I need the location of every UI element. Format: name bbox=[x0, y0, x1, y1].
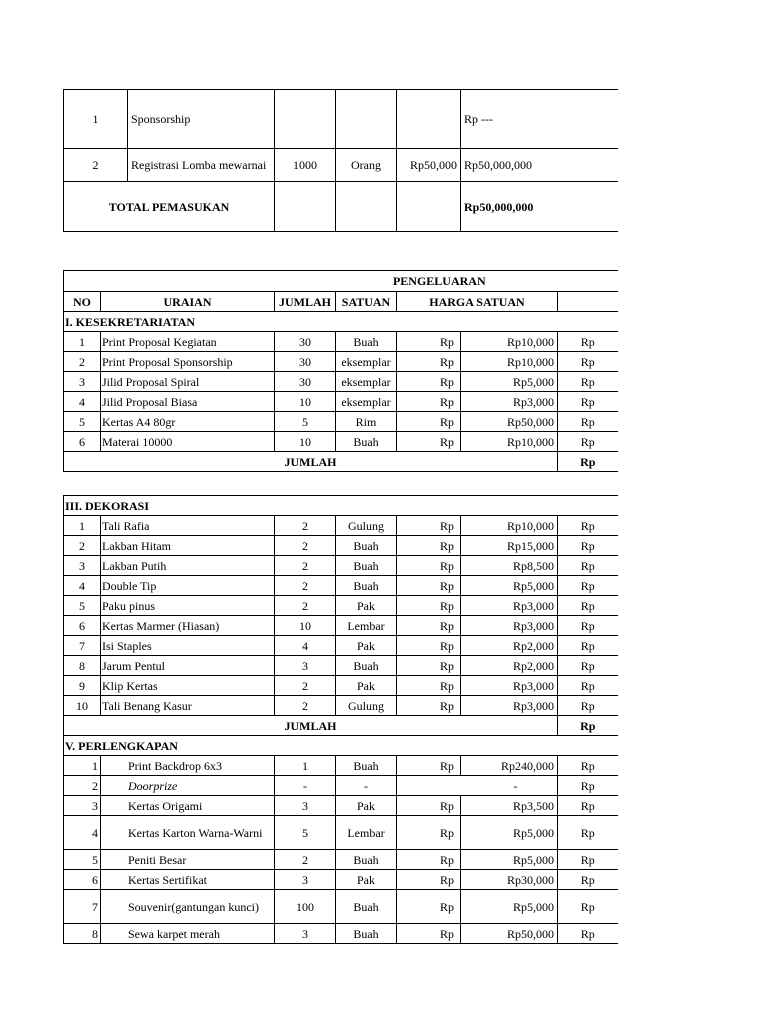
cell-total: Rp bbox=[558, 516, 618, 536]
expense-table bbox=[63, 270, 618, 472]
cell-uraian: Peniti Besar bbox=[101, 850, 275, 870]
cell-total: Rp bbox=[558, 696, 618, 716]
cell-no: 4 bbox=[64, 576, 101, 596]
income-table bbox=[63, 89, 618, 232]
item-row bbox=[64, 616, 618, 636]
cell-jumlah: 2 bbox=[275, 696, 336, 716]
item-row bbox=[64, 696, 618, 716]
section-row bbox=[64, 496, 618, 516]
cell-rp: Rp bbox=[397, 392, 461, 412]
cell-no: 5 bbox=[64, 412, 101, 432]
cell-jumlah: 2 bbox=[275, 850, 336, 870]
cell-total: Rp bbox=[558, 870, 618, 890]
cell-total: Rp bbox=[558, 536, 618, 556]
item-row bbox=[64, 596, 618, 616]
expense-title-row bbox=[64, 271, 618, 292]
cell-harga: Rp30,000 bbox=[461, 870, 558, 890]
cell-rp: Rp bbox=[397, 556, 461, 576]
cell-uraian: Kertas Sertifikat bbox=[101, 870, 275, 890]
cell-satuan: Gulung bbox=[336, 516, 397, 536]
cell-harga: Rp5,000 bbox=[461, 576, 558, 596]
cell-satuan: Buah bbox=[336, 576, 397, 596]
cell-satuan: Buah bbox=[336, 556, 397, 576]
jumlah-value: Rp bbox=[558, 716, 618, 736]
income-total-row bbox=[64, 182, 618, 232]
cell-uraian: Tali Benang Kasur bbox=[101, 696, 275, 716]
cell-jumlah: 30 bbox=[275, 372, 336, 392]
cell-total: Rp bbox=[558, 616, 618, 636]
cell-jumlah: 10 bbox=[275, 392, 336, 412]
cell-no: 9 bbox=[64, 676, 101, 696]
item-row bbox=[64, 556, 618, 576]
cell-satuan: Pak bbox=[336, 676, 397, 696]
cell-satuan: eksemplar bbox=[336, 352, 397, 372]
cell-jumlah: 30 bbox=[275, 352, 336, 372]
cell-no: 6 bbox=[64, 432, 101, 452]
cell-satuan: Buah bbox=[336, 890, 397, 924]
cell-uraian: Doorprize bbox=[101, 776, 275, 796]
cell-rp: Rp bbox=[397, 516, 461, 536]
cell-total: Rp bbox=[558, 850, 618, 870]
item-row bbox=[64, 816, 618, 850]
cell-satuan: Buah bbox=[336, 924, 397, 944]
cell-harga: Rp2,000 bbox=[461, 656, 558, 676]
cell-uraian: Print Backdrop 6x3 bbox=[101, 756, 275, 776]
cell-harga: Rp240,000 bbox=[461, 756, 558, 776]
empty-cell bbox=[336, 182, 397, 232]
cell-jumlah: 2 bbox=[275, 516, 336, 536]
cell-uraian: Lakban Hitam bbox=[101, 536, 275, 556]
header-empty bbox=[558, 292, 618, 312]
cell-uraian: Materai 10000 bbox=[101, 432, 275, 452]
section-perlengkapan bbox=[64, 756, 618, 944]
cell-jumlah: 4 bbox=[275, 636, 336, 656]
cell-no: 6 bbox=[64, 616, 101, 636]
cell-rp: Rp bbox=[397, 656, 461, 676]
cell-rp: Rp bbox=[397, 536, 461, 556]
cell-satuan: Lembar bbox=[336, 816, 397, 850]
cell-uraian: Kertas A4 80gr bbox=[101, 412, 275, 432]
cell-jumlah: 3 bbox=[275, 796, 336, 816]
cell-jumlah: 3 bbox=[275, 924, 336, 944]
cell-harga: Rp3,000 bbox=[461, 392, 558, 412]
cell-rp: Rp bbox=[397, 696, 461, 716]
expense-table-continued bbox=[63, 495, 618, 944]
cell-total: Rp bbox=[558, 352, 618, 372]
cell-uraian: Sewa karpet merah bbox=[101, 924, 275, 944]
cell-uraian: Sponsorship bbox=[128, 90, 275, 149]
cell-rp: Rp bbox=[397, 596, 461, 616]
item-row bbox=[64, 332, 618, 352]
item-row bbox=[64, 850, 618, 870]
cell-jumlah: 2 bbox=[275, 576, 336, 596]
item-row bbox=[64, 576, 618, 596]
cell-uraian: Registrasi Lomba mewarnai bbox=[128, 149, 275, 182]
item-row bbox=[64, 516, 618, 536]
cell-satuan: Lembar bbox=[336, 616, 397, 636]
income-row bbox=[64, 149, 618, 182]
cell-harga: - bbox=[397, 776, 558, 796]
header-uraian: URAIAN bbox=[101, 292, 275, 312]
item-row bbox=[64, 870, 618, 890]
header-satuan: SATUAN bbox=[336, 292, 397, 312]
item-row bbox=[64, 756, 618, 776]
cell-jumlah: 2 bbox=[275, 596, 336, 616]
cell-total: Rp bbox=[558, 924, 618, 944]
cell-jumlah: 3 bbox=[275, 656, 336, 676]
item-row bbox=[64, 352, 618, 372]
cell-no: 3 bbox=[64, 796, 101, 816]
cell-uraian: Jilid Proposal Spiral bbox=[101, 372, 275, 392]
cell-no: 2 bbox=[64, 149, 128, 182]
item-row bbox=[64, 776, 618, 796]
cell-no: 5 bbox=[64, 850, 101, 870]
cell-no: 2 bbox=[64, 776, 101, 796]
cell-total: Rp bbox=[558, 332, 618, 352]
cell-no: 6 bbox=[64, 870, 101, 890]
cell-satuan: Buah bbox=[336, 332, 397, 352]
cell-uraian: Kertas Karton Warna-Warni bbox=[101, 816, 275, 850]
cell-no: 1 bbox=[64, 332, 101, 352]
cell-satuan: Pak bbox=[336, 870, 397, 890]
cell-harga: Rp3,000 bbox=[461, 696, 558, 716]
cell-total: Rp bbox=[558, 656, 618, 676]
section-row bbox=[64, 312, 618, 332]
expense-header-row bbox=[64, 292, 618, 312]
item-row bbox=[64, 924, 618, 944]
cell-total: Rp --- bbox=[461, 90, 618, 149]
cell-jumlah: 5 bbox=[275, 412, 336, 432]
cell-harga: Rp5,000 bbox=[461, 816, 558, 850]
cell-satuan bbox=[336, 90, 397, 149]
cell-no: 8 bbox=[64, 924, 101, 944]
cell-no: 1 bbox=[64, 756, 101, 776]
cell-harga bbox=[397, 90, 461, 149]
cell-rp: Rp bbox=[397, 796, 461, 816]
header-no: NO bbox=[64, 292, 101, 312]
cell-uraian: Tali Rafia bbox=[101, 516, 275, 536]
cell-uraian: Kertas Origami bbox=[101, 796, 275, 816]
cell-total: Rp bbox=[558, 756, 618, 776]
section-row bbox=[64, 736, 618, 756]
cell-harga: Rp15,000 bbox=[461, 536, 558, 556]
total-pemasukan-value: Rp50,000,000 bbox=[461, 182, 618, 232]
jumlah-label: JUMLAH bbox=[64, 716, 558, 736]
cell-rp: Rp bbox=[397, 412, 461, 432]
cell-total: Rp bbox=[558, 676, 618, 696]
header-harga-satuan: HARGA SATUAN bbox=[397, 292, 558, 312]
cell-uraian: Kertas Marmer (Hiasan) bbox=[101, 616, 275, 636]
total-pemasukan-label: TOTAL PEMASUKAN bbox=[64, 182, 275, 232]
item-row bbox=[64, 372, 618, 392]
cell-no: 10 bbox=[64, 696, 101, 716]
cell-no: 4 bbox=[64, 816, 101, 850]
header-jumlah: JUMLAH bbox=[275, 292, 336, 312]
cell-total: Rp bbox=[558, 392, 618, 412]
cell-rp: Rp bbox=[397, 870, 461, 890]
section-dekorasi bbox=[64, 516, 618, 716]
cell-uraian: Klip Kertas bbox=[101, 676, 275, 696]
cell-total: Rp bbox=[558, 796, 618, 816]
section-title: III. DEKORASI bbox=[64, 496, 618, 516]
cell-rp: Rp bbox=[397, 352, 461, 372]
item-row bbox=[64, 656, 618, 676]
cell-no: 4 bbox=[64, 392, 101, 412]
cell-satuan: eksemplar bbox=[336, 392, 397, 412]
cell-jumlah: 100 bbox=[275, 890, 336, 924]
cell-harga: Rp5,000 bbox=[461, 890, 558, 924]
cell-jumlah bbox=[275, 90, 336, 149]
cell-uraian: Souvenir(gantungan kunci) bbox=[101, 890, 275, 924]
cell-harga: Rp3,000 bbox=[461, 596, 558, 616]
cell-no: 3 bbox=[64, 372, 101, 392]
cell-jumlah: 10 bbox=[275, 432, 336, 452]
cell-satuan: Buah bbox=[336, 850, 397, 870]
cell-total: Rp bbox=[558, 432, 618, 452]
cell-total: Rp bbox=[558, 372, 618, 392]
cell-uraian: Isi Staples bbox=[101, 636, 275, 656]
cell-satuan: Rim bbox=[336, 412, 397, 432]
cell-harga: Rp10,000 bbox=[461, 516, 558, 536]
cell-satuan: Pak bbox=[336, 796, 397, 816]
cell-total: Rp50,000,000 bbox=[461, 149, 618, 182]
cell-rp: Rp bbox=[397, 616, 461, 636]
cell-jumlah: 2 bbox=[275, 556, 336, 576]
cell-harga: Rp10,000 bbox=[461, 352, 558, 372]
cell-rp: Rp bbox=[397, 432, 461, 452]
cell-uraian: Jilid Proposal Biasa bbox=[101, 392, 275, 412]
cell-total: Rp bbox=[558, 556, 618, 576]
cell-uraian: Double Tip bbox=[101, 576, 275, 596]
item-row bbox=[64, 412, 618, 432]
item-row bbox=[64, 890, 618, 924]
cell-no: 2 bbox=[64, 352, 101, 372]
cell-no: 7 bbox=[64, 636, 101, 656]
jumlah-row bbox=[64, 716, 618, 736]
cell-harga: Rp3,500 bbox=[461, 796, 558, 816]
cell-satuan: Pak bbox=[336, 596, 397, 616]
cell-total: Rp bbox=[558, 816, 618, 850]
cell-jumlah: 10 bbox=[275, 616, 336, 636]
cell-satuan: Orang bbox=[336, 149, 397, 182]
cell-harga: Rp8,500 bbox=[461, 556, 558, 576]
cell-rp: Rp bbox=[397, 372, 461, 392]
empty-cell bbox=[275, 182, 336, 232]
cell-no: 3 bbox=[64, 556, 101, 576]
cell-jumlah: 30 bbox=[275, 332, 336, 352]
cell-jumlah: 2 bbox=[275, 676, 336, 696]
jumlah-label: JUMLAH bbox=[64, 452, 558, 472]
cell-rp: Rp bbox=[397, 924, 461, 944]
cell-harga: Rp10,000 bbox=[461, 432, 558, 452]
item-row bbox=[64, 676, 618, 696]
cell-satuan: Buah bbox=[336, 756, 397, 776]
cell-satuan: Pak bbox=[336, 636, 397, 656]
cell-total: Rp bbox=[558, 576, 618, 596]
cell-harga: Rp50,000 bbox=[461, 412, 558, 432]
cell-no: 8 bbox=[64, 656, 101, 676]
cell-harga: Rp3,000 bbox=[461, 676, 558, 696]
cell-satuan: Buah bbox=[336, 656, 397, 676]
cell-no: 7 bbox=[64, 890, 101, 924]
cell-harga: Rp5,000 bbox=[461, 850, 558, 870]
cell-rp: Rp bbox=[397, 636, 461, 656]
cell-no: 5 bbox=[64, 596, 101, 616]
cell-uraian: Jarum Pentul bbox=[101, 656, 275, 676]
cell-rp: Rp bbox=[397, 756, 461, 776]
jumlah-value: Rp bbox=[558, 452, 618, 472]
empty-cell bbox=[397, 182, 461, 232]
cell-no: 2 bbox=[64, 536, 101, 556]
cell-jumlah: 1000 bbox=[275, 149, 336, 182]
cell-jumlah: 2 bbox=[275, 536, 336, 556]
cell-uraian: Print Proposal Sponsorship bbox=[101, 352, 275, 372]
cell-jumlah: 3 bbox=[275, 870, 336, 890]
cell-no: 1 bbox=[64, 90, 128, 149]
cell-total: Rp bbox=[558, 776, 618, 796]
cell-harga: Rp5,000 bbox=[461, 372, 558, 392]
cell-total: Rp bbox=[558, 412, 618, 432]
cell-harga: Rp10,000 bbox=[461, 332, 558, 352]
cell-rp: Rp bbox=[397, 816, 461, 850]
cell-rp: Rp bbox=[397, 676, 461, 696]
cell-harga: Rp50,000 bbox=[397, 149, 461, 182]
jumlah-row bbox=[64, 452, 618, 472]
cell-satuan: - bbox=[336, 776, 397, 796]
cell-rp: Rp bbox=[397, 850, 461, 870]
cell-rp: Rp bbox=[397, 576, 461, 596]
cell-satuan: Buah bbox=[336, 432, 397, 452]
cell-uraian: Lakban Putih bbox=[101, 556, 275, 576]
cell-jumlah: - bbox=[275, 776, 336, 796]
section-kesekretariatan bbox=[64, 332, 618, 452]
income-row bbox=[64, 90, 618, 149]
item-row bbox=[64, 392, 618, 412]
cell-satuan: Gulung bbox=[336, 696, 397, 716]
cell-satuan: Buah bbox=[336, 536, 397, 556]
cell-harga: Rp2,000 bbox=[461, 636, 558, 656]
cell-no: 1 bbox=[64, 516, 101, 536]
cell-jumlah: 5 bbox=[275, 816, 336, 850]
cell-total: Rp bbox=[558, 596, 618, 616]
item-row bbox=[64, 536, 618, 556]
cell-jumlah: 1 bbox=[275, 756, 336, 776]
cell-harga: Rp3,000 bbox=[461, 616, 558, 636]
cell-harga: Rp50,000 bbox=[461, 924, 558, 944]
cell-rp: Rp bbox=[397, 332, 461, 352]
item-row bbox=[64, 796, 618, 816]
pengeluaran-title: PENGELUARAN bbox=[64, 271, 618, 292]
item-row bbox=[64, 432, 618, 452]
cell-uraian: Paku pinus bbox=[101, 596, 275, 616]
section-title: V. PERLENGKAPAN bbox=[64, 736, 618, 756]
cell-total: Rp bbox=[558, 636, 618, 656]
cell-uraian: Print Proposal Kegiatan bbox=[101, 332, 275, 352]
section-title: I. KESEKRETARIATAN bbox=[64, 312, 618, 332]
item-row bbox=[64, 636, 618, 656]
cell-total: Rp bbox=[558, 890, 618, 924]
cell-satuan: eksemplar bbox=[336, 372, 397, 392]
cell-rp: Rp bbox=[397, 890, 461, 924]
